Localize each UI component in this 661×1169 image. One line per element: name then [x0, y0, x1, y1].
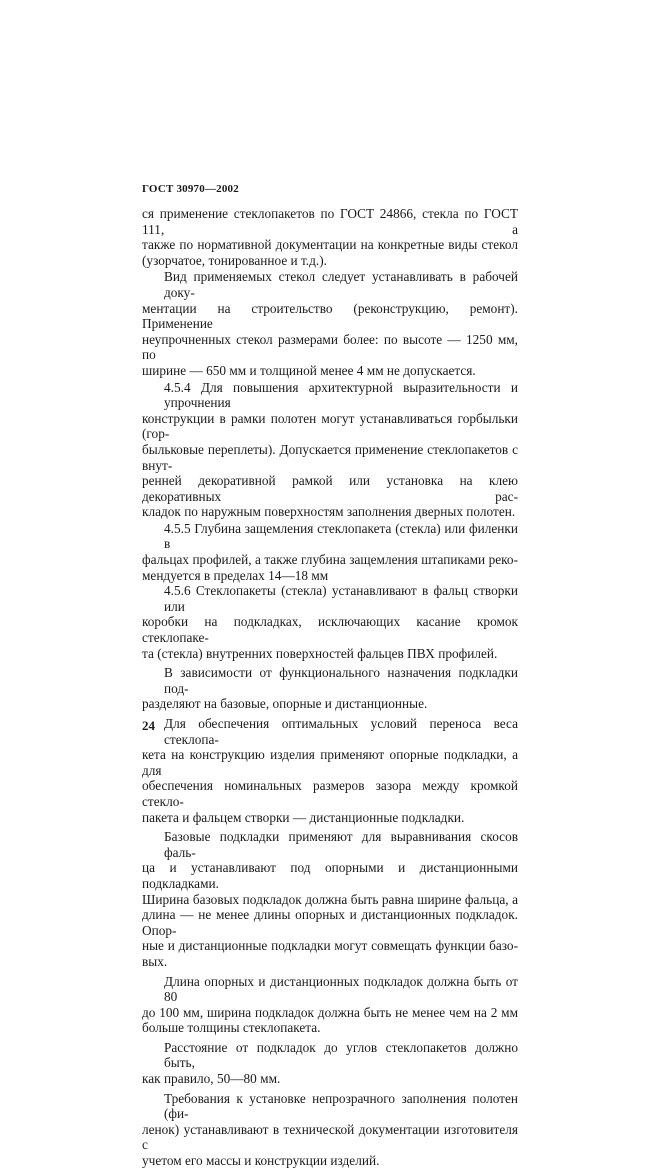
text-line: Требования к установке непрозрачного заполнения полотен (фи- — [164, 1090, 518, 1122]
text-line: неупрочненных стекол размерами более: по высоте — 1250 мм, по — [142, 331, 518, 363]
text-line: вых. — [142, 953, 168, 969]
text-line: Длина опорных и дистанционных подкладок должна быть от 80 — [164, 973, 518, 1005]
text-line: учетом его массы и конструкции изделий. — [142, 1153, 380, 1169]
text-line: коробки на подкладках, исключающих касание кромок стеклопаке- — [142, 614, 518, 646]
text-line: Ширина базовых подкладок должна быть равна ширине фальца, а — [142, 891, 518, 907]
text-line: длина — не менее длины опорных и дистанционных подкладок. Опор- — [142, 907, 518, 938]
text-line: обеспечения номинальных размеров зазора между кромкой стекло- — [142, 778, 518, 809]
text-line: кета на конструкцию изделия применяют опорные подкладки, а для — [142, 747, 518, 778]
text-line: та (стекла) внутренних поверхностей фальцев ПВХ профилей. — [142, 645, 498, 661]
text-line: кладок по наружным поверхностям заполнения дверных полотен. — [142, 504, 516, 520]
text-line: быльковые переплеты). Допускается применение стеклопакетов с внут- — [142, 441, 518, 473]
text-line: 4.5.5 Глубина защемления стеклопакета (стекла) или филенки в — [164, 520, 518, 552]
text-line: ца и устанавливают под опорными и дистанционными подкладками. — [142, 860, 518, 891]
text-line: также по нормативной документации на конкретные виды стекол — [142, 237, 518, 253]
text-line: Для обеспечения оптимальных условий переноса веса стеклопа- — [164, 716, 518, 747]
text-line: больше толщины стеклопакета. — [142, 1020, 321, 1036]
text-line: В зависимости от функционального назначения подкладки под- — [164, 665, 518, 696]
text-line: (узорчатое, тонированное и т.д.). — [142, 252, 327, 268]
text-line: ширине — 650 мм и толщиной менее 4 мм не допускается. — [142, 362, 476, 378]
text-line: до 100 мм, ширина подкладок должна быть не менее чем на 2 мм — [142, 1004, 518, 1020]
document-header: ГОСТ 30970—2002 — [142, 183, 239, 195]
text-line: ся применение стеклопакетов по ГОСТ 24866, стекла по ГОСТ 111, а — [142, 206, 518, 237]
page-number: 24 — [142, 718, 155, 733]
text-line: пакета и фальцем створки — дистанционные подкладки. — [142, 809, 465, 825]
text-line: ленок) устанавливают в технической документации изготовителя с — [142, 1121, 518, 1153]
text-line: ментации на строительство (реконструкцию, ремонт). Применение — [142, 300, 518, 332]
text-line: фальцах профилей, а также глубина защемления штапиками реко- — [142, 552, 518, 568]
text-line: конструкции в рамки полотен могут устанавливаться горбыльки (гор- — [142, 410, 518, 442]
text-line: мендуется в пределах 14—18 мм — [142, 567, 329, 583]
text-line: 4.5.6 Стеклопакеты (стекла) устанавливают в фальц створки или — [164, 583, 518, 614]
text-line: как правило, 50—80 мм. — [142, 1071, 281, 1087]
text-line: ренней декоративной рамкой или установка на клею декоративных рас- — [142, 473, 518, 504]
text-line: Базовые подкладки применяют для выравнивания скосов фаль- — [164, 829, 518, 860]
body-text — [142, 206, 518, 1169]
text-line: Расстояние от подкладок до углов стеклопакетов должно быть, — [164, 1039, 518, 1071]
text-line: Вид применяемых стекол следует устанавливать в рабочей доку- — [164, 269, 518, 300]
text-line: 4.5.4 Для повышения архитектурной выразительности и упрочнения — [164, 379, 518, 411]
text-line: ные и дистанционные подкладки могут совмещать функции базо- — [142, 938, 518, 954]
text-line: разделяют на базовые, опорные и дистанционные. — [142, 696, 428, 712]
